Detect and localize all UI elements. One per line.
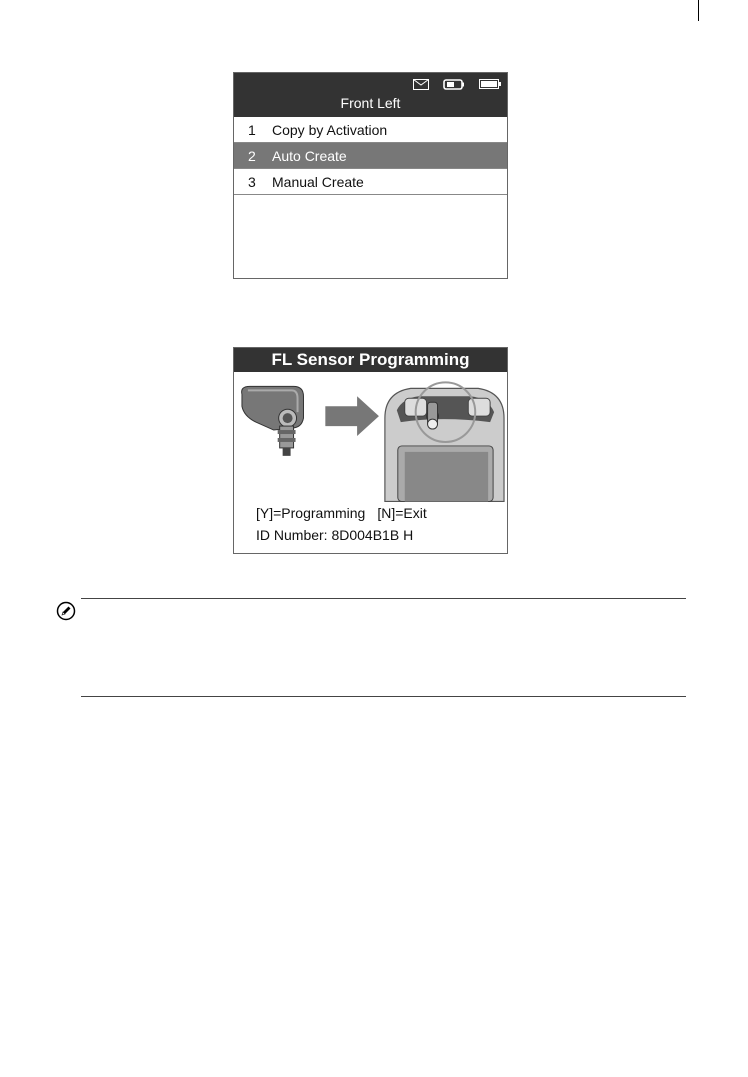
screen-title: FL Sensor Programming bbox=[234, 348, 507, 372]
arrow-icon bbox=[325, 396, 379, 436]
tpms-tool-image bbox=[385, 382, 504, 501]
menu-item-copy-by-activation[interactable] bbox=[234, 117, 507, 143]
front-left-menu-screen bbox=[233, 72, 508, 279]
menu-item-label: Copy by Activation bbox=[272, 121, 388, 138]
function-menu bbox=[234, 117, 507, 195]
tpms-sensor-image bbox=[242, 386, 304, 455]
battery-icon bbox=[479, 79, 501, 89]
pencil-icon bbox=[56, 601, 76, 621]
menu-item-number: 1 bbox=[248, 121, 256, 138]
mail-icon bbox=[413, 79, 429, 90]
note-top-divider bbox=[81, 598, 686, 599]
sensor-programming-illustration bbox=[234, 372, 507, 502]
status-bar bbox=[413, 77, 501, 91]
menu-item-number: 2 bbox=[248, 147, 256, 164]
screen-header bbox=[234, 73, 507, 117]
screen-title: Front Left bbox=[340, 95, 401, 111]
key-instructions bbox=[256, 505, 427, 521]
programming-key-label: [Y]=Programming bbox=[256, 505, 366, 521]
note-bottom-divider bbox=[81, 696, 686, 697]
page-edge-line bbox=[0, 0, 699, 21]
menu-item-number: 3 bbox=[248, 173, 256, 190]
exit-key-label: [N]=Exit bbox=[377, 505, 427, 521]
menu-item-label: Manual Create bbox=[272, 173, 364, 190]
menu-item-manual-create[interactable] bbox=[234, 169, 507, 195]
sensor-programming-screen bbox=[233, 347, 508, 554]
menu-item-auto-create[interactable] bbox=[234, 143, 507, 169]
id-number-text: ID Number: 8D004B1B H bbox=[256, 527, 414, 543]
vehicle-battery-icon bbox=[443, 79, 465, 90]
menu-item-label: Auto Create bbox=[272, 147, 347, 164]
